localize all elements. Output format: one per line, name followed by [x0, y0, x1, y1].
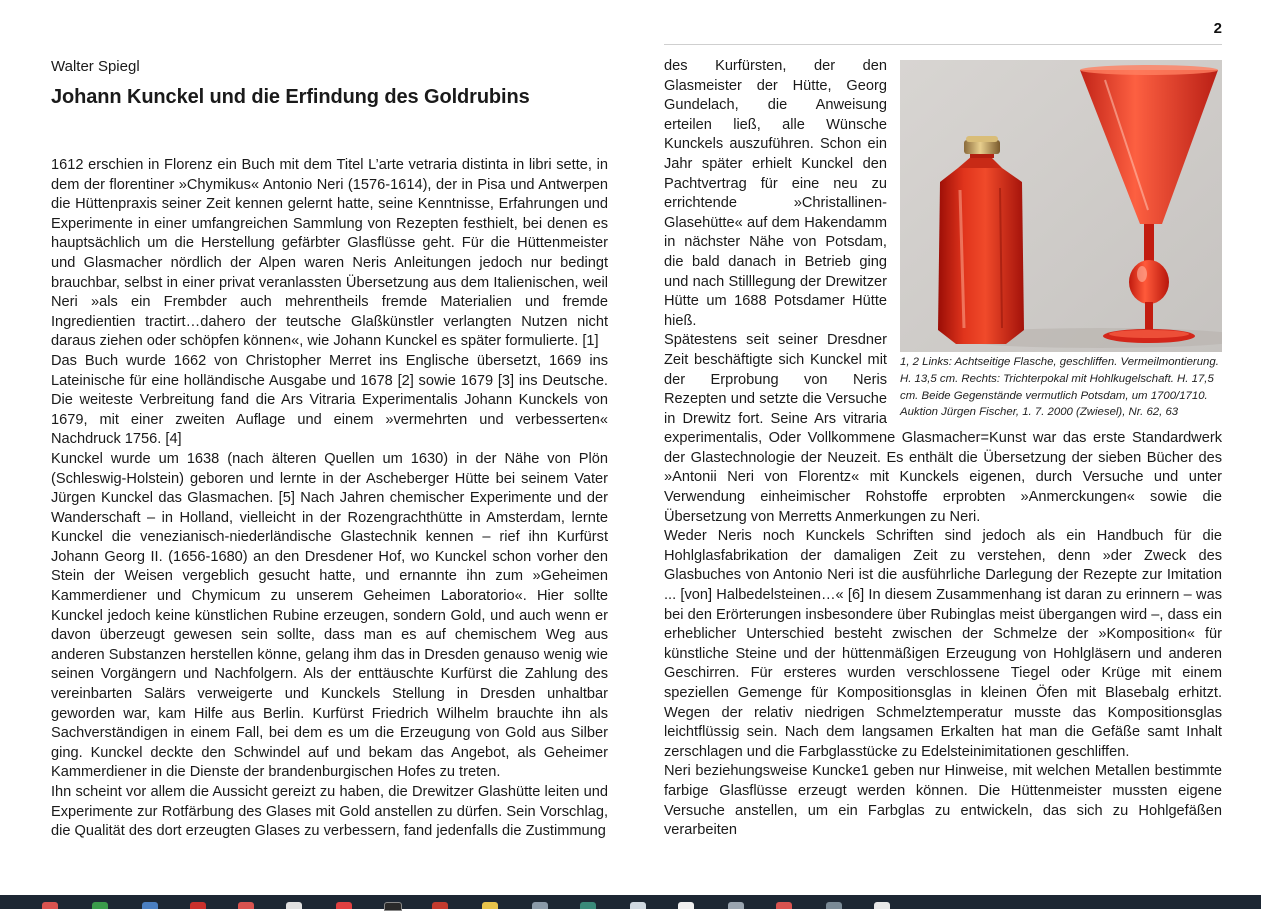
taskbar-icon[interactable] — [482, 902, 498, 909]
taskbar-icon[interactable] — [336, 902, 352, 909]
left-column — [51, 156, 608, 842]
taskbar-icon[interactable] — [142, 902, 158, 909]
header-rule — [664, 44, 1222, 45]
paragraph: Weder Neris noch Kunckels Schriften sind jedoch als ein Handbuch für die Hohlglasfabrikation der damaligen Zeit zu verstehen, denn »der Zweck des Glasbuches von Antonio Neri ist die ausführliche Darlegung der Rezepte zur Imitation ... [von] Halbedelsteinen…« [6] In diesem Zusammenhang ist daran zu erinnern – was bei den Erörterungen insbesondere über Rubinglas meist übergangen wird –, dass ein erheblicher Unterschied besteht zwischen der Schmelze der »Komposition« für künstliche Steine und der hüttenmäßigen Erzeugung von Hohlgläsern und anderen Geschirren. Für ersteres wurden verschlossene Tiegel oder Krüge mit einem speziellen Gemenge für Kompositionsglas in kleinen Öfen mit Blasebalg erhitzt. Wegen der relativ niedrigen Schmelztemperatur musste das Kompositionsglas leichtflüssig sein. Nach dem langsamen Erkalten hat man die Gefäße samt Inhalt zerschlagen und die Farbglasstücke zu Edelsteinimitationen geschliffen. — [664, 528, 1222, 760]
page-number: 2 — [1213, 20, 1222, 37]
taskbar-icon[interactable] — [432, 902, 448, 909]
taskbar-icon[interactable] — [190, 902, 206, 909]
taskbar-icon[interactable] — [728, 902, 744, 909]
paragraph: Kunckel wurde um 1638 (nach älteren Quellen um 1630) in der Nähe von Plön (Schleswig-Holstein) geboren und lernte in der Ascheberger Hütte bei seinem Vater Jürgen Kunckel das Glasmachen. [5] Nach Jahren chemischer Experimente und der Wanderschaft – in Holland, vielleicht in der Rozengrachthütte in Amsterdam, lernte Kunckel die venezianisch-niederländische Glastechnik kennen – rief ihn Kurfürst Johann Georg II. (1656-1680) an den Dresdener Hof, wo Kunckel schon vorher den Stein der Weisen vergeblich gesucht hatte, und ernannte ihn zum »Geheimen Kammerdiener und Chymicum zu unserem Geheimen Laboratorio«. Hier sollte Kunckel jedoch keine künstlichen Rubine erzeugen, sondern Gold, und auch wenn er davon überzeugt gewesen sein sollte, dass man es auf chemischem Weg aus anderen Substanzen herstellen könne, gelang ihm das in Dresden genauso wenig wie seinen Vorgängern und Nachfolgern. Als der enttäuschte Kurfürst die Zahlung des vereinbarten Salärs verweigerte und Kunckels Stellung in Dresden unhaltbar geworden war, kam Hilfe aus Berlin. Kurfürst Friedrich Wilhelm brauchte ihn als Sachverständigen in einem Fall, bei dem es um die Erzeugung von Gold aus Silber ging. Kunckel deckte den Schwindel auf und bekam das Angebot, als Geheimer Kammerdiener in die Dienste der brandenburgischen Hofes zu treten. — [51, 450, 608, 781]
taskbar-icon[interactable] — [92, 902, 108, 909]
taskbar-icon[interactable] — [580, 902, 596, 909]
paragraph: Das Buch wurde 1662 von Christopher Merret ins Englische übersetzt, 1669 ins Lateinische für eine holländische Ausgabe und 1678 [2] sowie 1679 [3] ins Deutsche. Die weiteste Verbreitung fand die Ars Vitraria Experimentalis Johann Kunckels von 1679, mit einer zweiten Auflage und einem »vermehrten und verbesserten« Nachdruck 1756. [4] — [51, 352, 608, 448]
paragraph: Spätestens seit seiner Dresdner Zeit beschäftigte sich Kunckel mit der Erprobung von Neris Rezepten und setzte die Versuche in Drewitz fort. Seine Ars vitraria experimentalis, Oder Vollkommene Glasmacher=Kunst war das erste Standardwerk der Glastechnologie der Neuzeit. Es enthält die Übersetzung der sieben Bücher des »Antonii Neri von Florentz« mit Kunckels eigenen, durch Versuche und unter Verwendung einheimischer Rohstoffe erprobten »Anmerckungen« sowie die Übersetzung von Merretts Anmerkungen zu Neri. — [664, 332, 1222, 525]
glass-photo — [900, 60, 1222, 352]
taskbar-icon[interactable] — [678, 902, 694, 909]
figure — [900, 60, 1222, 421]
figure-caption: 1, 2 Links: Achtseitige Flasche, geschliffen. Vermeilmontierung. H. 13,5 cm. Rechts: Trichterpokal mit Hohlkugelschaft. H. 17,5 cm. Beide Gegenstände vermutlich Potsdam, um 1700/1710. Auktion Jürgen Fischer, 1. 7. 2000 (Zwiesel), Nr. 62, 63 — [900, 356, 1219, 419]
author: Walter Spiegl — [51, 58, 140, 75]
paragraph: Ihn scheint vor allem die Aussicht gereizt zu haben, die Drewitzer Glashütte leiten und Experimente zur Rotfärbung des Glases mit Gold anstellen zu dürfen. Sein Vorschlag, die Qualität des dort erzeugten Glases zu verbessern, fand jedenfalls die Zustimmung — [51, 784, 608, 840]
taskbar-icon[interactable] — [826, 902, 842, 909]
right-column — [664, 57, 1222, 847]
taskbar-icon[interactable] — [874, 902, 890, 909]
taskbar-icon[interactable] — [384, 902, 402, 911]
taskbar-icon[interactable] — [776, 902, 792, 909]
taskbar-icon[interactable] — [42, 902, 58, 909]
article-title: Johann Kunckel und die Erfindung des Goldrubins — [51, 86, 530, 108]
paragraph: Neri beziehungsweise Kuncke1 geben nur Hinweise, mit welchen Metallen bestimmte farbige Glasflüsse erzeugt werden können. Die Hüttenmeister mussten eigene Versuche anstellen, um ein Farbglas zu entwickeln, das sich zu Hohlgefäßen verarbeiten — [664, 763, 1222, 839]
taskbar-icon[interactable] — [238, 902, 254, 909]
paragraph: des Kurfürsten, der den Glasmeister der Hütte, Georg Gundelach, die Anweisung erteilen ließ, alle Wünsche Kunckels auszuführen. Schon ein Jahr später erhielt Kunckel den Pachtvertrag für eine neu zu errichtende »Christallinen-Glasehütte« auf dem Hakendamm in nächster Nähe von Potsdam, die bald danach in Betrieb ging und nach Stilllegung der Drewitzer Hütte um 1688 Potsdamer Hütte hieß. — [664, 58, 887, 329]
taskbar-icon[interactable] — [630, 902, 646, 909]
taskbar-icon[interactable] — [532, 902, 548, 909]
taskbar-icon[interactable] — [286, 902, 302, 909]
paragraph: 1612 erschien in Florenz ein Buch mit dem Titel L’arte vetraria distinta in libri sette, in dem der florentiner »Chymikus« Antonio Neri (1576-1614), der in Pisa und Antwerpen die Hüttenpraxis seiner Zeit kennen gelernt hatte, seine Kenntnisse, Erfahrungen und Experimente in einer umfangreichen Sammlung von Rezepten festhielt, bei denen es hauptsächlich um die Herstellung gefärbter Glasflüsse geht. Für die Hüttenmeister und Glasmacher nördlich der Alpen waren Neris Anleitungen jedoch nur bedingt brauchbar, selbst in einer privat veranlassten Übersetzung aus dem Italienischen, weil Neri »als ein Frembder auch mehrentheils fremde Materialien und fremde Ingredientien tractirt…dahero der teutsche Glaßkünstler verlangten Nutzen nicht daraus ziehen oder schöpfen können«, wie Johann Kunckel es später formulierte. [1] — [51, 157, 608, 350]
